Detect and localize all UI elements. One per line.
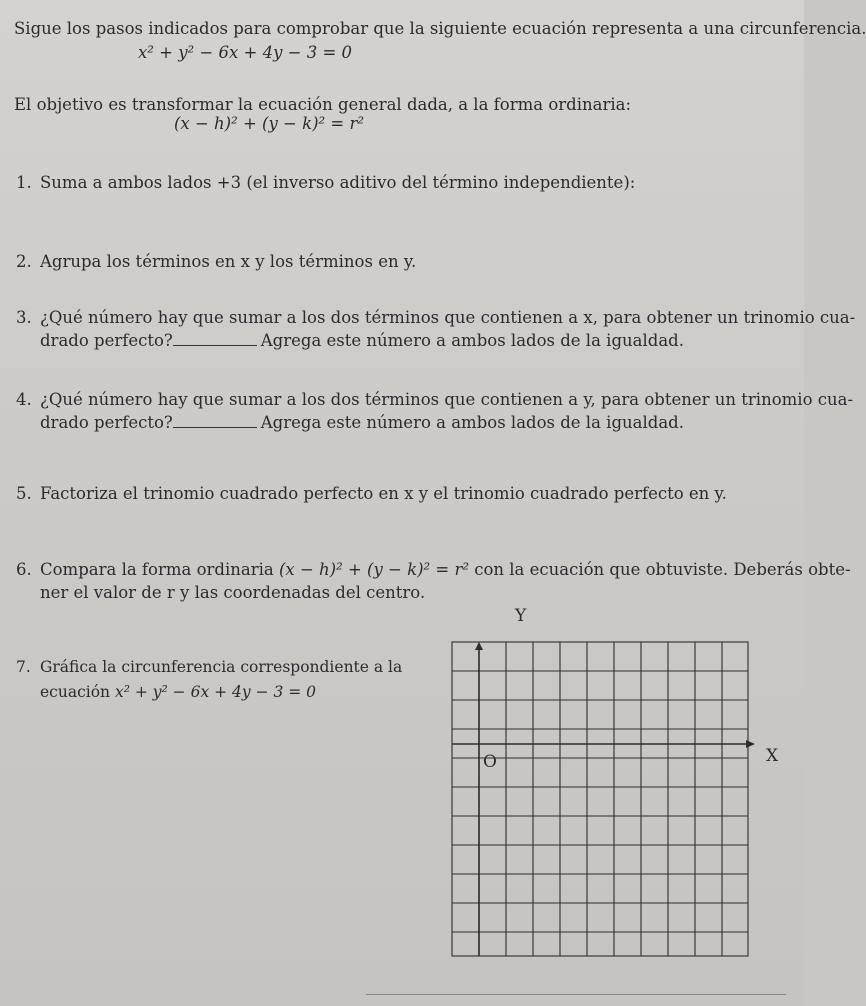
step-7 xyxy=(16,656,402,678)
step-4 xyxy=(16,389,853,411)
step-4-line-2: drado perfecto? Agrega este número a ambos lados de la igualdad. xyxy=(40,413,684,432)
step-number: 1. xyxy=(16,173,32,192)
step-text: Agrupa los términos en x y los términos en y. xyxy=(40,252,417,271)
step-2 xyxy=(16,251,416,273)
answer-blank[interactable] xyxy=(173,413,257,428)
step-7-line-2: ecuación x² + y² − 6x + 4y − 3 = 0 xyxy=(40,683,317,701)
step-number: 2. xyxy=(16,252,32,271)
intro-text: Sigue los pasos indicados para comprobar que la siguiente ecuación representa a una circunferencia. xyxy=(14,19,866,38)
step-3 xyxy=(16,307,855,329)
bottom-rule xyxy=(366,994,786,995)
y-axis-arrow-icon xyxy=(475,642,483,650)
step-text: ¿Qué número hay que sumar a los dos términos que contienen a x, para obtener un trinomio cua- xyxy=(40,308,856,327)
step-text: ¿Qué número hay que sumar a los dos términos que contienen a y, para obtener un trinomio cua- xyxy=(40,390,854,409)
standard-form-inline: (x − h)² + (y − k)² = r² xyxy=(278,560,469,579)
step-text: Suma a ambos lados +3 (el inverso aditivo del término independiente): xyxy=(40,173,636,192)
origin-label: O xyxy=(483,752,497,772)
x-axis-label: X xyxy=(766,746,779,766)
step-6: 6. Compara la forma ordinaria (x − h)² + (y − k)² = r² con la ecuación que obtuviste. Deberás obte- xyxy=(16,560,851,579)
grid-border xyxy=(452,642,748,956)
answer-blank[interactable] xyxy=(173,331,257,346)
grid-vertical-lines xyxy=(479,642,722,956)
step-number: 6. xyxy=(16,560,32,579)
coordinate-grid[interactable] xyxy=(450,640,770,960)
step-3-line-2: drado perfecto? Agrega este número a ambos lados de la igualdad. xyxy=(40,331,684,350)
step-5 xyxy=(16,483,727,505)
given-equation: x² + y² − 6x + 4y − 3 = 0 xyxy=(138,43,353,62)
step-number: 7. xyxy=(16,658,31,676)
x-axis-arrow-icon xyxy=(746,740,755,748)
standard-form-equation: (x − h)² + (y − k)² = r² xyxy=(174,114,364,133)
step-number: 4. xyxy=(16,390,32,409)
step-6-line-2: ner el valor de r y las coordenadas del centro. xyxy=(40,583,426,602)
step-text: Factoriza el trinomio cuadrado perfecto en x y el trinomio cuadrado perfecto en y. xyxy=(40,484,727,503)
step-number: 3. xyxy=(16,308,32,327)
step-text: Gráfica la circunferencia correspondiente a la xyxy=(40,658,403,676)
y-axis-label: Y xyxy=(515,606,527,626)
step-1 xyxy=(16,172,635,194)
circle-equation: x² + y² − 6x + 4y − 3 = 0 xyxy=(114,683,317,701)
objective-text: El objetivo es transformar la ecuación general dada, a la forma ordinaria: xyxy=(14,95,632,114)
grid-horizontal-lines xyxy=(452,671,748,932)
step-number: 5. xyxy=(16,484,32,503)
